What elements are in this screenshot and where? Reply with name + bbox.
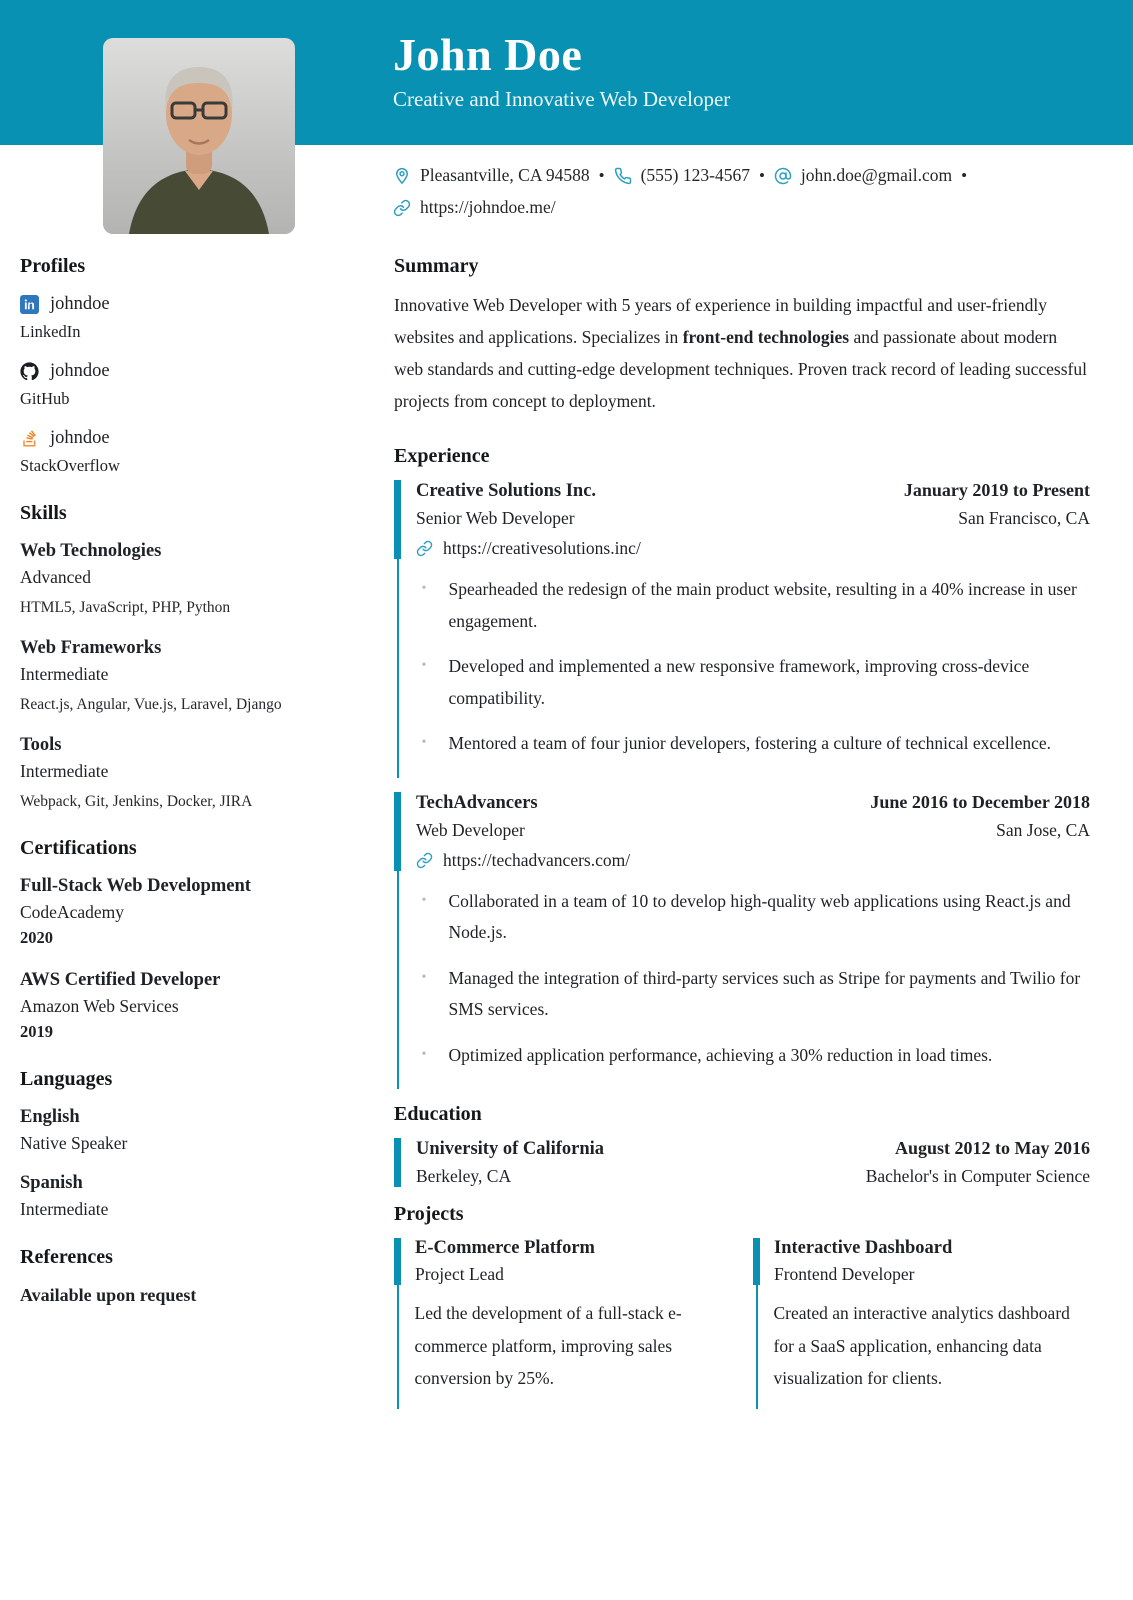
summary-text-before: Innovative Web Developer with 5 years of experience in building impactful and user-friendly websites and applications. Specializes in [394,295,1047,347]
email-at-icon [774,167,792,185]
certification-item [20,970,350,1042]
content-columns [0,229,1133,1449]
experience-item [394,792,1090,1090]
skill-name: Tools [20,735,62,755]
project-role: Project Lead [415,1264,504,1285]
link-icon [416,852,433,869]
page-title: John Doe [393,29,583,80]
profile-item-linkedin [20,294,350,342]
education-heading: Education [394,1103,482,1126]
company-name: Creative Solutions Inc. [416,481,597,502]
certification-year: 2019 [20,1022,53,1041]
profile-stackoverflow-link[interactable] [20,428,350,449]
portrait-illustration [103,38,295,234]
experience-bullets [397,871,1091,1090]
skill-level: Intermediate [20,664,109,684]
contact-line-1 [393,165,1093,186]
language-item [20,1173,350,1220]
skill-item [20,735,350,811]
experience-bullets [397,559,1091,778]
summary-text-bold: front-end technologies [682,326,850,347]
school-name: University of California [416,1139,605,1160]
profile-photo [103,38,295,234]
summary-section [394,255,1090,417]
project-description: Created an interactive analytics dashboard for a SaaS application, enhancing data visualization for clients. [756,1285,1091,1408]
skill-name: Web Frameworks [20,638,162,658]
experience-bullet: • Spearheaded the redesign of the main product website, resulting in a 40% increase in user engagement. [399,574,1091,637]
summary-text [394,290,1090,417]
language-item [20,1107,350,1154]
profile-item-github [20,361,350,409]
company-url-link[interactable] [416,538,1090,559]
summary-heading: Summary [394,255,479,277]
stackoverflow-icon [20,429,39,448]
link-icon [393,199,411,217]
experience-bullet: • Mentored a team of four junior developers, fostering a culture of technical excellence. [399,728,1091,760]
experience-heading: Experience [394,445,490,468]
language-level: Intermediate [20,1199,109,1219]
contact-phone[interactable] [614,165,750,186]
phone-text: (555) 123-4567 [640,165,750,185]
certification-issuer: Amazon Web Services [20,996,179,1016]
project-header [394,1238,731,1285]
linkedin-icon [20,295,39,314]
phone-icon [614,167,632,185]
skill-keywords: HTML5, JavaScript, PHP, Python [20,599,231,616]
main-column [394,255,1090,1409]
project-item [394,1238,731,1408]
certification-issuer: CodeAcademy [20,902,124,922]
language-name: English [20,1107,80,1127]
certification-item [20,876,350,948]
skill-name: Web Technologies [20,541,162,561]
language-level: Native Speaker [20,1133,128,1153]
certification-name: Full-Stack Web Development [20,876,251,896]
school-location: Berkeley, CA [416,1166,512,1187]
profile-item-stackoverflow [20,428,350,476]
profile-username: johndoe [50,361,110,381]
contact-location [393,165,590,186]
profile-username: johndoe [50,294,110,314]
company-date-row [416,480,1090,502]
date-range: June 2016 to December 2018 [870,791,1090,812]
position-location-row [416,508,1090,529]
experience-bullet: • Collaborated in a team of 10 to develop high-quality web applications using React.js and Node.js. [399,886,1091,949]
references-note: Available upon request [20,1285,197,1305]
project-header [753,1238,1090,1285]
email-text: john.doe@gmail.com [800,165,953,185]
experience-section [394,445,1090,1089]
company-name: TechAdvancers [416,792,538,813]
location-text: Pleasantville, CA 94588 [420,165,590,185]
profiles-heading: Profiles [20,255,86,277]
date-range: January 2019 to Present [903,480,1090,501]
skills-heading: Skills [20,502,67,524]
profile-network: GitHub [20,389,70,408]
company-url: https://creativesolutions.inc/ [443,538,641,559]
contact-separator: • [758,165,765,185]
projects-heading: Projects [394,1203,464,1226]
location-pin-icon [393,167,411,185]
certifications-heading: Certifications [20,837,137,859]
languages-section [20,1068,350,1220]
location-degree-row [416,1166,1090,1187]
profile-username: johndoe [50,428,110,448]
contact-separator: • [598,165,605,185]
language-name: Spanish [20,1173,83,1193]
certifications-section [20,837,350,1042]
profile-linkedin-link[interactable] [20,294,350,315]
position-title: Senior Web Developer [416,508,575,529]
project-item [753,1238,1090,1408]
skill-keywords: React.js, Angular, Vue.js, Laravel, Django [20,696,282,713]
projects-section [394,1203,1090,1408]
github-icon [20,362,39,381]
summary-text-after: and passionate about modern web standards and cutting-edge development techniques. Proven track record of leading successful projects from concept to deployment. [394,326,1087,411]
experience-bullet: • Optimized application performance, achieving a 30% reduction in load times. [399,1040,1091,1072]
experience-item [394,480,1090,778]
date-range: August 2012 to May 2016 [894,1138,1090,1159]
experience-bullet: • Developed and implemented a new responsive framework, improving cross-device compatibility. [399,651,1091,714]
project-description: Led the development of a full-stack e-commerce platform, improving sales conversion by 25%. [397,1285,732,1408]
skill-level: Intermediate [20,761,109,781]
skills-section [20,502,350,811]
certification-year: 2020 [20,928,53,947]
languages-heading: Languages [20,1068,113,1090]
company-location: San Francisco, CA [958,508,1090,529]
company-date-row [416,792,1090,814]
job-title: Creative and Innovative Web Developer [393,86,731,111]
company-url: https://techadvancers.com/ [443,849,631,870]
contact-line-2 [393,197,1093,218]
references-heading: References [20,1246,113,1268]
profile-github-link[interactable] [20,361,350,382]
profile-network: LinkedIn [20,322,81,341]
company-url-link[interactable] [416,850,1090,871]
projects-row [394,1238,1090,1408]
project-name: E-Commerce Platform [415,1238,595,1259]
position-title: Web Developer [416,819,525,840]
contact-separator: • [961,165,968,185]
certification-name: AWS Certified Developer [20,970,221,990]
website-text: https://johndoe.me/ [420,197,556,217]
education-item [394,1138,1090,1187]
profile-network: StackOverflow [20,456,120,475]
experience-item-header [394,480,1090,559]
project-role: Frontend Developer [774,1264,915,1285]
experience-item-header [394,792,1090,871]
skill-item [20,541,350,617]
references-section [20,1246,350,1306]
skill-keywords: Webpack, Git, Jenkins, Docker, JIRA [20,793,253,810]
experience-bullet: • Managed the integration of third-party services such as Stripe for payments and Twilio for SMS services. [399,963,1091,1026]
company-location: San Jose, CA [996,819,1090,840]
contact-website[interactable] [393,197,556,218]
profiles-section [20,255,350,476]
sidebar [20,255,350,1332]
skill-level: Advanced [20,567,91,587]
school-date-row [416,1138,1090,1160]
position-location-row [416,820,1090,841]
link-icon [416,540,433,557]
skill-item [20,638,350,714]
contact-email[interactable] [774,165,952,186]
education-section [394,1103,1090,1187]
project-name: Interactive Dashboard [774,1238,953,1259]
degree: Bachelor's in Computer Science [865,1166,1090,1187]
